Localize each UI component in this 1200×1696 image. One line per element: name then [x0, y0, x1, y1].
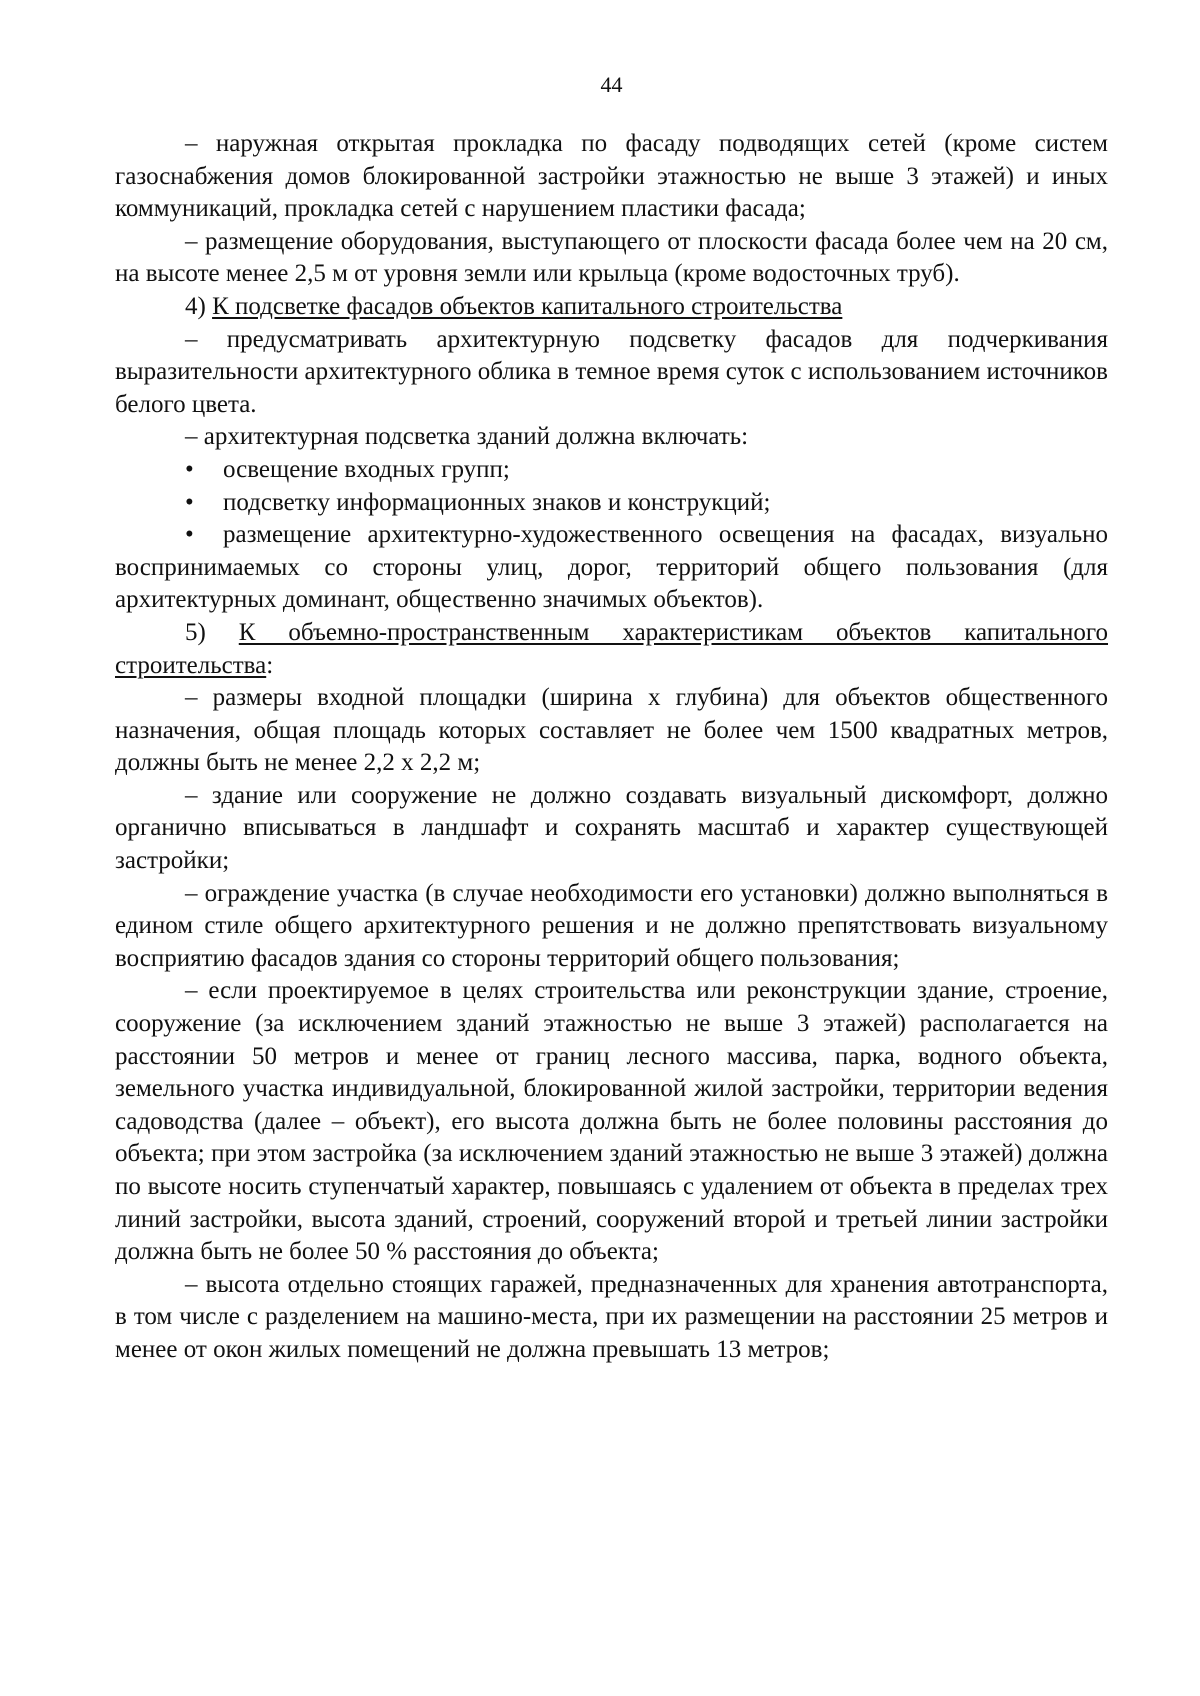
bullet-text: освещение входных групп;: [223, 455, 510, 483]
paragraph: – размеры входной площадки (ширина х глубина) для объектов общественного назначения, общая площадь которых составляет не более чем 1500 квадратных метров, должны быть не менее 2,2 х 2,2 м;: [115, 684, 1108, 777]
section-number: 5): [185, 618, 239, 646]
paragraph: – ограждение участка (в случае необходимости его установки) должно выполняться в едином стиле общего архитектурного решения и не должно препятствовать визуальному восприятию фасадов здания со стороны территорий общего пользования;: [115, 879, 1108, 972]
section-number: 4): [185, 292, 213, 320]
bullet-item: [115, 454, 1108, 487]
paragraph: – высота отдельно стоящих гаражей, предназначенных для хранения автотранспорта, в том числе с разделением на машино-места, при их размещении на расстоянии 25 метров и менее от окон жилых помещений не должна превышать 13 метров;: [115, 1270, 1108, 1363]
paragraph: – предусматривать архитектурную подсветку фасадов для подчеркивания выразительности архитектурного облика в темное время суток с использованием источников белого цвета.: [115, 325, 1108, 418]
section-title: К объемно-пространственным характеристикам объектов капитального строительства: [115, 618, 1109, 679]
bullet-icon: [185, 454, 223, 487]
paragraph: – размещение оборудования, выступающего от плоскости фасада более чем на 20 см, на высоте менее 2,5 м от уровня земли или крыльца (кроме водосточных труб).: [115, 227, 1108, 288]
bullet-text: размещение архитектурно-художественного освещения на фасадах, визуально воспринимаемых со стороны улиц, дорог, территорий общего пользования (для архитектурных доминант, общественно значимых объектов).: [115, 521, 1108, 614]
document-body: [115, 128, 1108, 1367]
section-heading-5: [115, 617, 1108, 682]
bullet-icon: [185, 519, 223, 552]
paragraph: – наружная открытая прокладка по фасаду подводящих сетей (кроме систем газоснабжения домов блокированной застройки этажностью не выше 3 этажей) и иных коммуникаций, прокладка сетей с нарушением пластики фасада;: [115, 130, 1108, 223]
paragraph: – если проектируемое в целях строительства или реконструкции здание, строение, сооружение (за исключением зданий этажностью не выше 3 этажей) располагается на расстоянии 50 метров и менее от границ лесного массива, парка, водного объекта, земельного участка индивидуальной, блокированной жилой застройки, территории ведения садоводства (далее – объект), его высота должна быть не более половины расстояния до объекта; при этом застройка (за исключением зданий этажностью не выше 3 этажей) должна по высоте носить ступенчатый характер, повышаясь с удалением от объекта в пределах трех линий застройки, высота зданий, строений, сооружений второй и третьей линии застройки должна быть не более 50 % расстояния до объекта;: [115, 977, 1108, 1266]
bullet-item: [115, 519, 1108, 617]
page-number: 44: [600, 72, 623, 97]
paragraph: – архитектурная подсветка зданий должна включать:: [185, 423, 749, 451]
bullet-text: подсветку информационных знаков и конструкций;: [223, 488, 771, 516]
bullet-item: [115, 487, 1108, 520]
paragraph: – здание или сооружение не должно создавать визуальный дискомфорт, должно органично вписываться в ландшафт и сохранять масштаб и характер существующей застройки;: [115, 781, 1108, 875]
section-heading-4: [115, 291, 1108, 324]
section-colon: :: [266, 651, 274, 679]
bullet-icon: [185, 487, 223, 520]
section-title: К подсветке фасадов объектов капитального строительства: [212, 292, 843, 320]
